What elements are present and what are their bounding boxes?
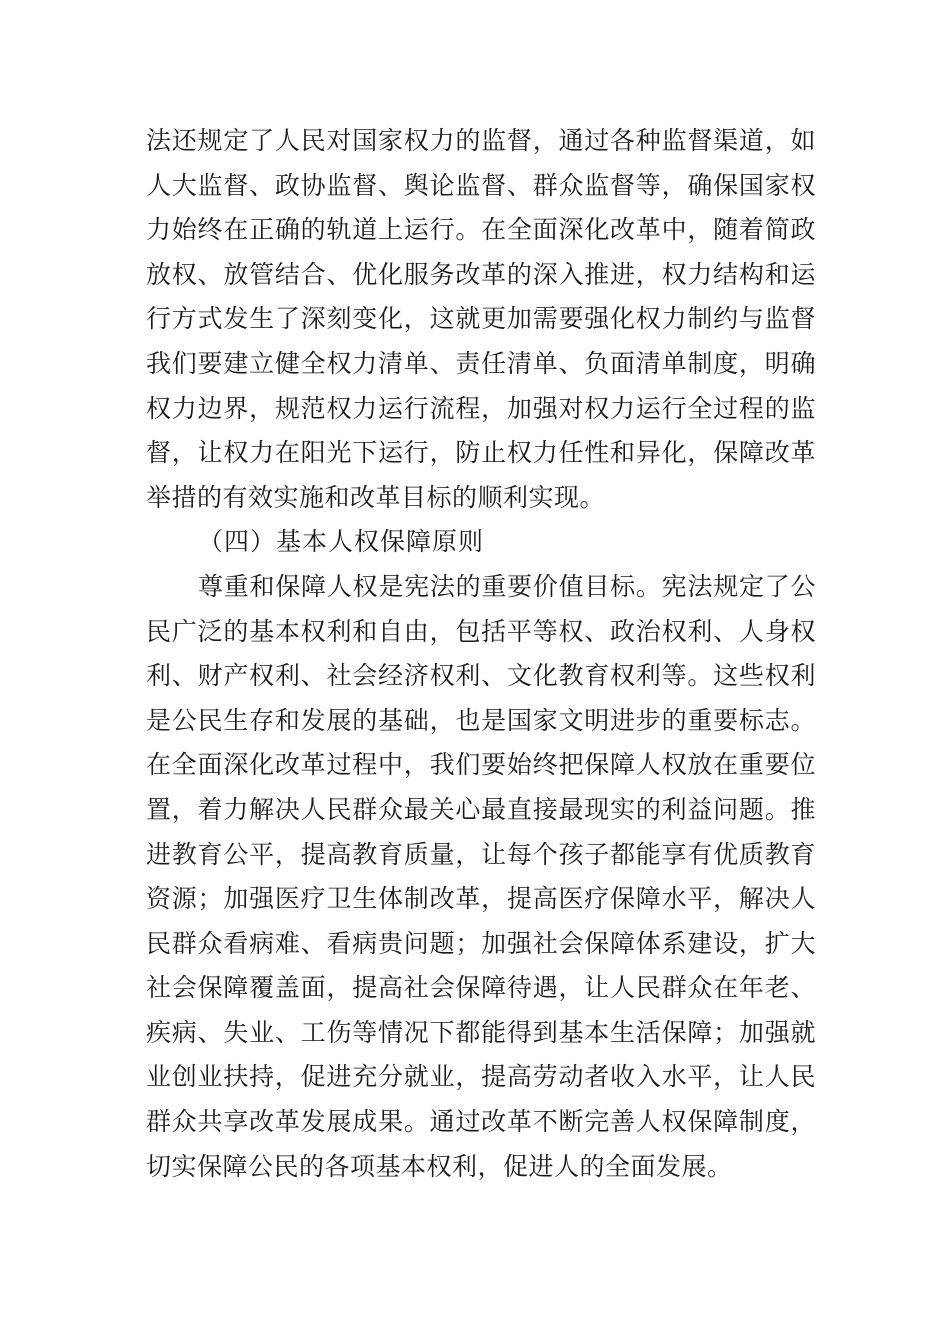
- paragraph-line: 利、财产权利、社会经济权利、文化教育权利等。这些权利: [146, 661, 816, 691]
- paragraph-line: 民群众看病难、看病贵问题；加强社会保障体系建设，扩大: [146, 928, 816, 958]
- paragraph-line: 群众共享改革发展成果。通过改革不断完善人权保障制度，: [146, 1107, 816, 1137]
- paragraph-line: 法还规定了人民对国家权力的监督，通过各种监督渠道，如: [146, 126, 816, 155]
- paragraph-line: 是公民生存和发展的基础，也是国家文明进步的重要标志。: [146, 705, 816, 735]
- paragraph-line: 督，让权力在阳光下运行，防止权力任性和异化，保障改革: [146, 438, 816, 468]
- paragraph-line: 在全面深化改革过程中，我们要始终把保障人权放在重要位: [146, 750, 816, 780]
- paragraph-line: 举措的有效实施和改革目标的顺利实现。: [146, 482, 606, 512]
- paragraph-line: 力始终在正确的轨道上运行。在全面深化改革中，随着简政: [146, 215, 816, 245]
- paragraph-line: 民广泛的基本权利和自由，包括平等权、政治权利、人身权: [146, 616, 816, 646]
- section-heading: （四）基本人权保障原则: [198, 527, 485, 557]
- paragraph-line: 进教育公平，提高教育质量，让每个孩子都能享有优质教育: [146, 839, 816, 869]
- paragraph-line: 切实保障公民的各项基本权利，促进人的全面发展。: [146, 1151, 733, 1181]
- paragraph-line: 权力边界，规范权力运行流程，加强对权力运行全过程的监: [146, 393, 816, 423]
- paragraph-line: 放权、放管结合、优化服务改革的深入推进，权力结构和运: [146, 259, 816, 289]
- paragraph-line: 人大监督、政协监督、舆论监督、群众监督等，确保国家权: [146, 170, 816, 200]
- paragraph-line: 资源；加强医疗卫生体制改革，提高医疗保障水平，解决人: [146, 884, 816, 914]
- paragraph-human-rights: [146, 565, 816, 1189]
- paragraph-line: 社会保障覆盖面，提高社会保障待遇，让人民群众在年老、: [146, 973, 816, 1003]
- paragraph-line: 疾病、失业、工伤等情况下都能得到基本生活保障；加强就: [146, 1017, 816, 1047]
- paragraph-line: 尊重和保障人权是宪法的重要价值目标。宪法规定了公: [198, 571, 816, 601]
- paragraph-line: 我们要建立健全权力清单、责任清单、负面清单制度，明确: [146, 348, 816, 378]
- paragraph-line: 业创业扶持，促进充分就业，提高劳动者收入水平，让人民: [146, 1062, 816, 1092]
- document-body: [146, 119, 816, 1189]
- paragraph-supervision: [146, 119, 816, 520]
- paragraph-line: 置，着力解决人民群众最关心最直接最现实的利益问题。推: [146, 794, 816, 824]
- paragraph-line: 行方式发生了深刻变化，这就更加需要强化权力制约与监督: [146, 304, 816, 334]
